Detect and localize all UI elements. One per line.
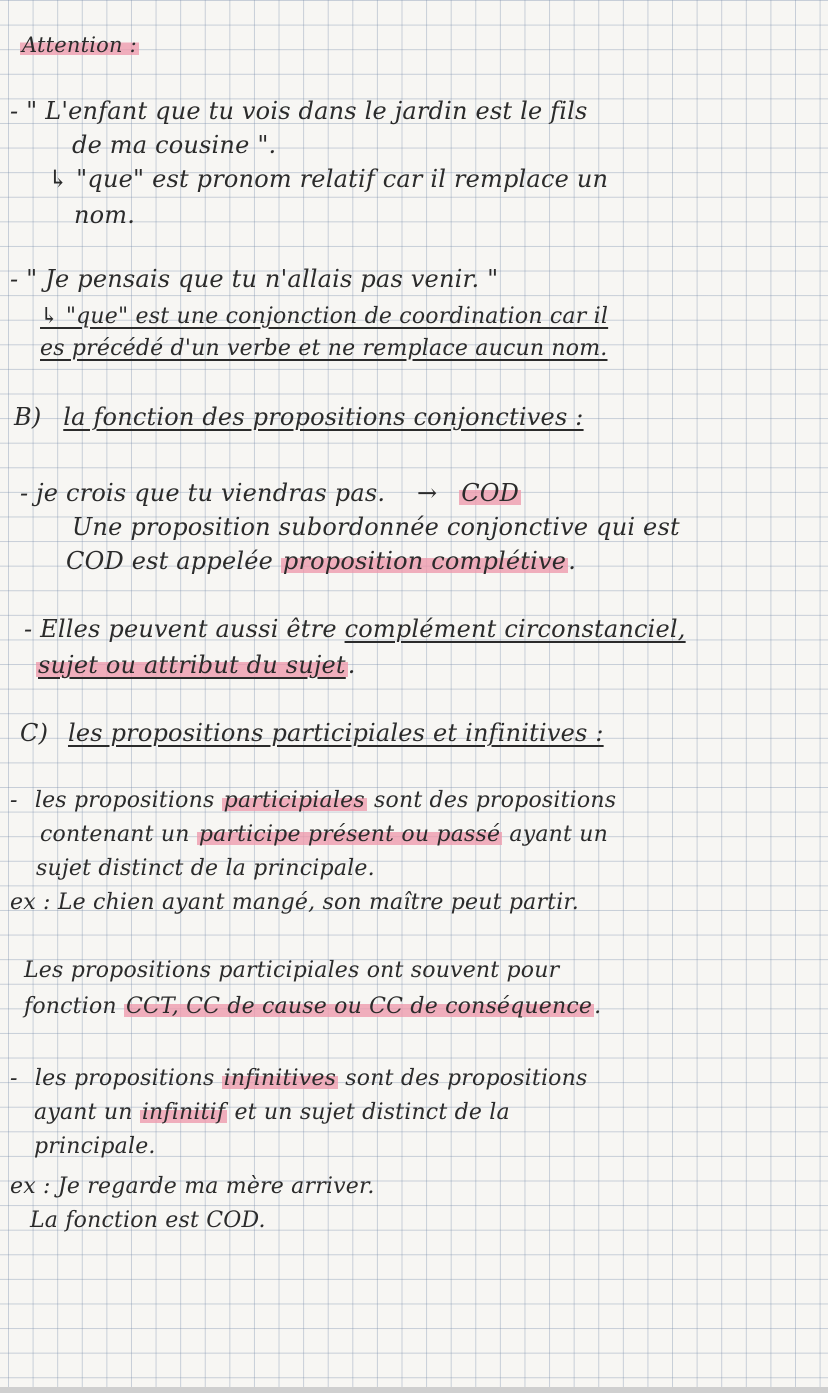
c1-text-pre: les propositions xyxy=(34,788,215,813)
c1-line2-post: ayant un xyxy=(509,822,609,847)
c1-example: ex : Le chien ayant mangé, son maître peut partir. xyxy=(10,890,579,915)
example1-explanation: ↳ "que" est pronom relatif car il remplace un xyxy=(48,165,609,193)
section-b-label: B) xyxy=(14,403,42,431)
example1-explanation-end: nom. xyxy=(74,201,136,229)
c2-text-post: . xyxy=(594,994,602,1019)
arrow-icon: → xyxy=(417,479,438,507)
c1-line3 xyxy=(36,854,375,884)
b1-definition-highlight: proposition complétive xyxy=(282,547,567,575)
bullet: - xyxy=(10,265,19,293)
heading-attention-text: Attention : xyxy=(22,33,137,57)
c1-line2 xyxy=(40,820,608,850)
c3-line2-pre: ayant un xyxy=(34,1100,133,1125)
bullet: - xyxy=(10,1066,18,1091)
c3-conclusion: La fonction est COD. xyxy=(30,1208,266,1233)
c1-line2-highlight: participe présent ou passé xyxy=(198,822,501,847)
c3-line3 xyxy=(34,1132,156,1162)
bullet: - xyxy=(20,479,29,507)
c2-text-pre: fonction xyxy=(24,994,117,1019)
b2-text-post: . xyxy=(347,651,356,679)
example1-sentence: " L'enfant que tu vois dans le jardin est le fils xyxy=(26,97,588,125)
b1-definition-post: . xyxy=(568,547,577,575)
example2-explanation-end: es précédé d'un verbe et ne remplace aucun nom. xyxy=(40,336,608,361)
b1-definition-pre: COD est appelée xyxy=(66,547,274,575)
c3-line1 xyxy=(10,1064,588,1094)
section-c-label: C) xyxy=(20,719,49,747)
b1-cod: COD xyxy=(461,479,520,507)
b2-text-pre: Elles peuvent aussi être xyxy=(40,615,337,643)
c3-example: ex : Je regarde ma mère arriver. xyxy=(10,1174,375,1199)
section-c-title: les propositions participiales et infinitives : xyxy=(67,719,604,747)
c2-text: Les propositions participiales ont souvent pour xyxy=(24,958,560,983)
c1-line1 xyxy=(10,786,616,816)
c3-line4 xyxy=(10,1172,375,1202)
bullet: - xyxy=(10,97,19,125)
example1-line1 xyxy=(10,96,588,126)
example2-sentence: " Je pensais que tu n'allais pas venir. " xyxy=(26,265,499,293)
c2-line1 xyxy=(24,956,559,986)
page-edge xyxy=(0,1387,828,1393)
b1-line1 xyxy=(20,478,521,508)
c3-text-post: sont des propositions xyxy=(345,1066,588,1091)
bullet: - xyxy=(10,788,18,813)
b1-definition: Une proposition subordonnée conjonctive qui est xyxy=(72,513,680,541)
example1-line4 xyxy=(74,200,135,230)
c3-highlight: infinitives xyxy=(223,1066,337,1091)
example1-line3 xyxy=(48,164,608,194)
section-b-heading xyxy=(14,402,584,432)
c2-line2 xyxy=(24,992,601,1022)
b1-example: je crois que tu viendras pas. xyxy=(36,479,386,507)
c3-line2-highlight: infinitif xyxy=(141,1100,226,1125)
c2-highlight: CCT, CC de cause ou CC de conséquence xyxy=(125,994,593,1019)
c3-text-pre: les propositions xyxy=(34,1066,215,1091)
b2-line1 xyxy=(24,614,686,644)
b2-highlight-2: sujet ou attribut du sujet xyxy=(38,651,346,679)
c1-highlight: participiales xyxy=(223,788,365,813)
b1-line2 xyxy=(72,512,680,542)
example1-line2 xyxy=(72,130,276,160)
example2-line1 xyxy=(10,264,498,294)
bullet: - xyxy=(24,615,33,643)
c1-line4 xyxy=(10,888,579,918)
c3-line2 xyxy=(34,1098,510,1128)
c1-line2-pre: contenant un xyxy=(40,822,190,847)
example2-line3 xyxy=(40,334,608,364)
c3-line3-text: principale. xyxy=(34,1134,156,1159)
section-b-title: la fonction des propositions conjonctives : xyxy=(63,403,584,431)
c1-line3-text: sujet distinct de la principale. xyxy=(36,856,375,881)
example2-line2 xyxy=(40,302,608,332)
b2-highlight-1: complément circonstanciel, xyxy=(344,615,686,643)
example1-sentence-end: de ma cousine ". xyxy=(72,131,277,159)
b1-line3 xyxy=(66,546,576,576)
example2-explanation: ↳ "que" est une conjonction de coordination car il xyxy=(40,304,609,329)
c1-text-post: sont des propositions xyxy=(374,788,617,813)
section-c-heading xyxy=(20,718,604,748)
heading-attention xyxy=(20,30,139,60)
c3-line2-post: et un sujet distinct de la xyxy=(234,1100,510,1125)
c3-line5 xyxy=(30,1206,266,1236)
b2-line2 xyxy=(36,650,356,680)
